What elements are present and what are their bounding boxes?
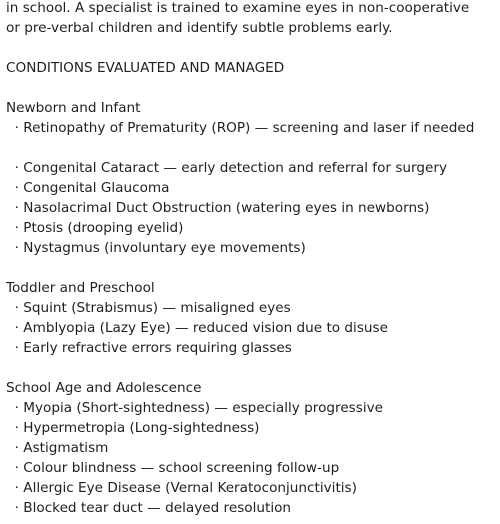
spacer: [6, 258, 494, 278]
group-title-school: School Age and Adolescence: [6, 380, 202, 396]
list-item: · Congenital Glaucoma: [6, 180, 170, 196]
list-item: · Blocked tear duct — delayed resolution: [6, 500, 292, 516]
list-item: · Retinopathy of Prematurity (ROP) — screening and laser if needed: [6, 120, 475, 136]
list-item: · Myopia (Short-sightedness) — especially progressive: [6, 400, 384, 416]
list-item: · Nasolacrimal Duct Obstruction (watering eyes in newborns): [6, 200, 430, 216]
list-item: · Astigmatism: [6, 440, 109, 456]
group-title-toddler: Toddler and Preschool: [6, 280, 155, 296]
list-item: · Squint (Strabismus) — misaligned eyes: [6, 300, 291, 316]
list-item: · Nystagmus (involuntary eye movements): [6, 240, 306, 256]
list-item: · Colour blindness — school screening follow-up: [6, 460, 340, 476]
list-item: · Allergic Eye Disease (Vernal Keratoconjunctivitis): [6, 480, 357, 496]
list-item: · Early refractive errors requiring glasses: [6, 340, 292, 356]
list-item: · Ptosis (drooping eyelid): [6, 220, 184, 236]
list-item: · Amblyopia (Lazy Eye) — reduced vision due to disuse: [6, 320, 388, 336]
spacer: [6, 78, 494, 98]
list-item: · Congenital Cataract — early detection and referral for surgery: [6, 160, 447, 176]
section-heading: CONDITIONS EVALUATED AND MANAGED: [6, 60, 285, 76]
intro-line-1: in school. A specialist is trained to examine eyes in non-cooperative: [6, 0, 470, 16]
group-title-newborn: Newborn and Infant: [6, 100, 141, 116]
spacer: [6, 38, 494, 58]
spacer: [6, 358, 494, 378]
list-item: · Hypermetropia (Long-sightedness): [6, 420, 260, 436]
intro-line-2: or pre-verbal children and identify subtle problems early.: [6, 20, 393, 36]
